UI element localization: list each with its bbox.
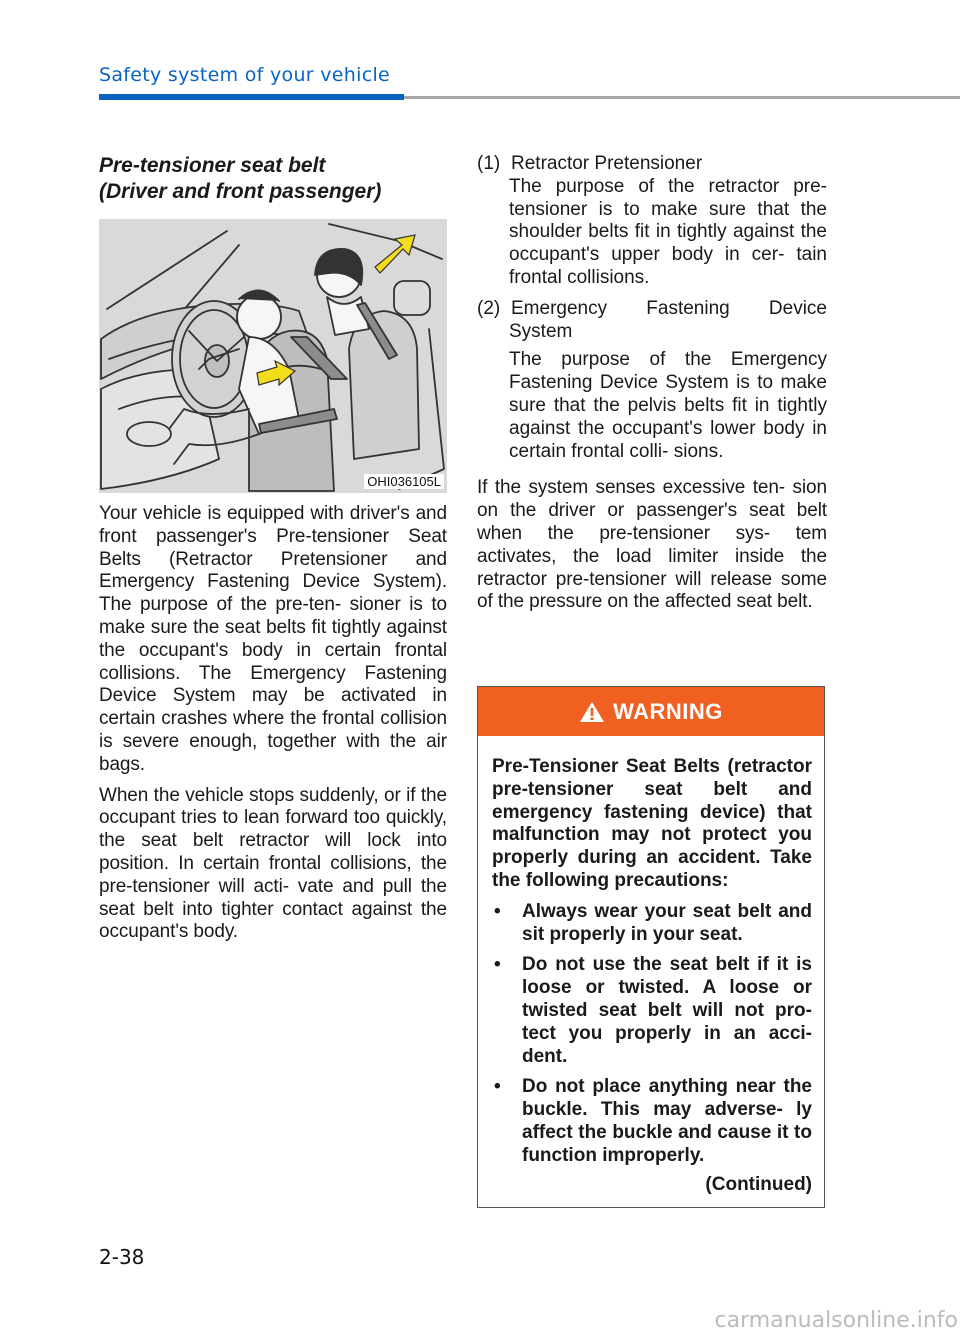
warning-body [478,736,824,1196]
car-interior-drawing [99,219,447,493]
bullet-marker: • [494,954,501,976]
watermark: carmanualsonline.info [714,1308,958,1333]
intro-paragraph: Your vehicle is equipped with driver's and front passenger's Pre-tensioner Seat Belts (Retractor Pretensioner and Emergency Fastening Device System). The purpose of the pre-ten- sioner is to make sure the seat belts fit tightly against the occupant's body in certain frontal collisions. The Emergency Fastening Device System may be activated in certain crashes where the frontal collision is severe enough, together with the air bags. [99,503,447,775]
page-number: 2-38 [99,1245,145,1269]
figure-code: OHI036105L [364,474,444,489]
bullet-text: Always wear your seat belt and sit properly in your seat. [522,900,812,945]
warning-box [477,686,825,1208]
lock-paragraph: When the vehicle stops suddenly, or if the occupant tries to lean forward too quickly, the seat belt retractor will lock into position. In certain frontal collisions, the pre-tensioner will acti- vate and pull the seat belt into tighter contact against the occupant's body. [99,784,447,943]
list-item-retractor [477,153,827,290]
list-body: The purpose of the retractor pre- tensioner is to make sure that the shoulder belts fit in tightly against the occupant's upper body in cer- tain frontal collisions. [509,175,827,288]
warning-title: WARNING [613,698,723,724]
list-number: (2) [477,297,501,319]
bullet-marker: • [494,900,501,922]
bullet-marker: • [494,1076,501,1098]
warning-bullet [492,1076,812,1167]
bullet-text: Do not place anything near the buckle. This may adverse- ly affect the buckle and cause it to function improperly. [522,1076,812,1166]
load-limiter-paragraph: If the system senses excessive ten- sion on the driver or passenger's seat belt when the pre-tensioner sys- tem activates, the load limiter inside the retractor pre-tensioner will release some of the pressure on the affected seat belt. [477,477,827,613]
warning-bullet [492,901,812,947]
right-column [477,153,827,614]
warning-bullet [492,954,812,1068]
list-item-emergency [477,298,827,464]
section-title: Safety system of your vehicle [99,64,391,86]
list-number: (1) [477,153,501,174]
list-title: Retractor Pretensioner [511,153,703,174]
seatbelt-illustration [99,219,447,493]
list-title: Emergency Fastening Device [511,297,827,319]
header-rule-accent [99,94,404,100]
left-column [99,153,447,944]
list-body: The purpose of the Emergency Fastening Device System is to make sure that the pelvis belts fit in tightly against the occupant's lower body in certain frontal colli- sions. [509,349,827,462]
section-heading [99,153,447,205]
header-rule [404,96,960,99]
heading-line-1: Pre-tensioner seat belt [99,154,326,177]
bullet-text: Do not use the seat belt if it is loose or twisted. A loose or twisted seat belt will not pro- tect you properly in an acci- dent. [522,954,812,1067]
heading-line-2: (Driver and front passenger) [99,180,382,203]
warning-triangle-icon [579,701,605,723]
warning-header [478,687,824,736]
warning-intro: Pre-Tensioner Seat Belts (retractor pre-tensioner seat belt and emergency fastening device) that malfunction may not protect you properly during an accident. Take the following precautions: [492,756,812,891]
continued-note: (Continued) [705,1173,812,1195]
list-title-continued: System [509,320,573,342]
